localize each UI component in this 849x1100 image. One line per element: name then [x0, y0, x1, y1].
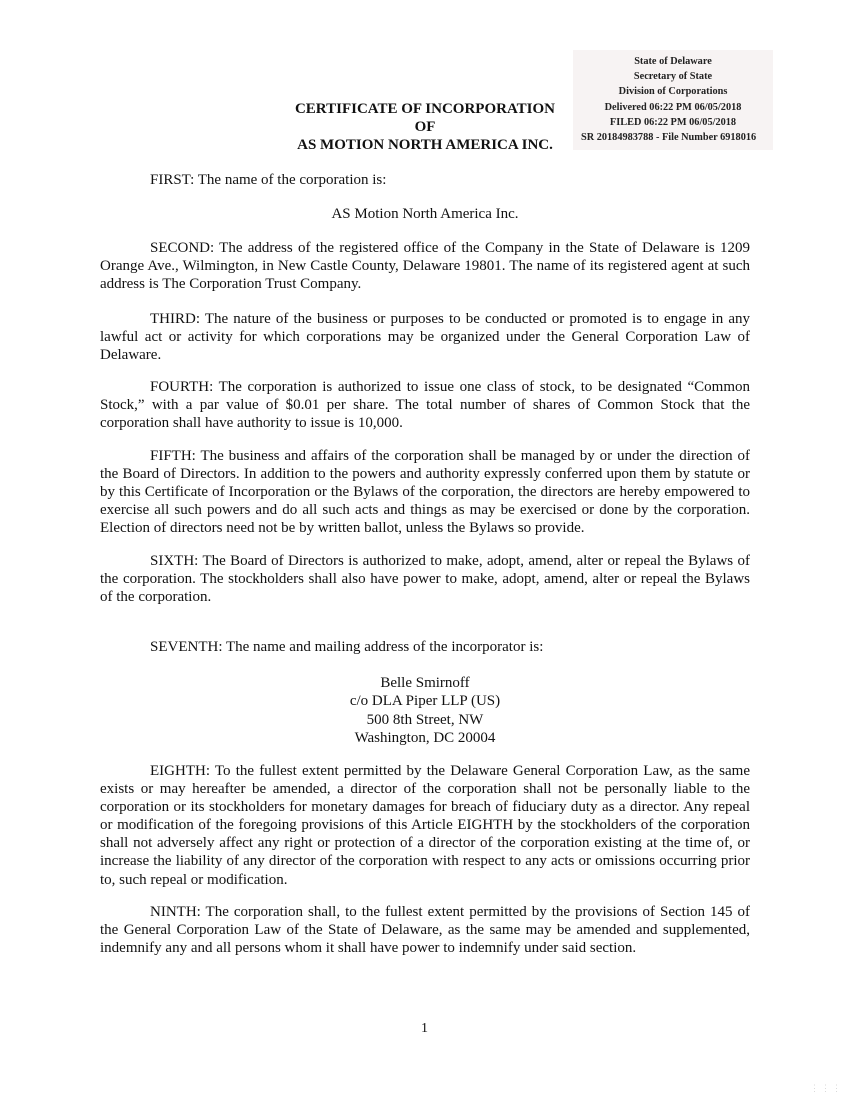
stamp-filed: FILED 06:22 PM 06/05/2018 [609, 116, 737, 128]
article-seventh-text: SEVENTH: The name and mailing address of the incorporator is: [150, 639, 544, 655]
document-title [260, 100, 590, 154]
article-sixth-text: SIXTH: The Board of Directors is authorized to make, adopt, amend, alter or repeal the Bylaws of the corporation. The stockholders shall also have power to make, adopt, amend, alter or repeal the Bylaws of the corporation. [100, 553, 750, 606]
filing-stamp [573, 50, 773, 150]
stamp-file-number: SR 20184983788 - File Number 6918016 [581, 132, 757, 144]
article-second-text: SECOND: The address of the registered office of the Company in the State of Delaware is 1209 Orange Ave., Wilmington, in New Castle County, Delaware 19801. The name of its registered agent at such address is The Corporation Trust Company. [100, 240, 750, 293]
article-second [100, 239, 750, 293]
scan-artifact: ⋮⋮⋮ [810, 1083, 843, 1093]
article-first [100, 171, 750, 189]
article-ninth [100, 903, 750, 957]
corporation-name: AS Motion North America Inc. [331, 206, 519, 222]
stamp-secretary: Secretary of State [633, 71, 713, 83]
incorporator-care-of: c/o DLA Piper LLP (US) [349, 693, 501, 710]
article-eighth-text: EIGHTH: To the fullest extent permitted by the Delaware General Corporation Law, as the same exists or may hereafter be amended, a director of the corporation shall not be personally liable to the corporation or its stockholders for monetary damages for breach of fiduciary duty as a director. Any repeal or modification of the foregoing provisions of this Article EIGHTH by the stockholders of the corporation shall not adversely affect any right or protection of a director of the corporation existing at the time of, or increase the liability of any director of the corporation with respect to any acts or omissions occurring prior to, such repeal or modification. [100, 763, 750, 888]
article-fourth-text: FOURTH: The corporation is authorized to issue one class of stock, to be designated “Common Stock,” with a par value of $0.01 per share. The total number of shares of Common Stock that the corporation shall have authority to issue is 10,000. [100, 379, 750, 432]
article-fifth [100, 447, 750, 537]
incorporator-address [100, 674, 750, 748]
stamp-division: Division of Corporations [618, 86, 728, 98]
article-sixth [100, 552, 750, 606]
title-line-2: OF [414, 119, 436, 135]
page-number: 1 [421, 1021, 428, 1036]
incorporator-city: Washington, DC 20004 [354, 730, 496, 747]
article-first-text: FIRST: The name of the corporation is: [150, 172, 387, 188]
incorporator-street: 500 8th Street, NW [366, 711, 484, 728]
article-ninth-text: NINTH: The corporation shall, to the fullest extent permitted by the provisions of Section 145 of the General Corporation Law of the State of Delaware, as the same may be amended and supplemented, indemnify any and all persons whom it shall have power to indemnify under said section. [100, 904, 750, 957]
article-third [100, 310, 750, 364]
stamp-delivered: Delivered 06:22 PM 06/05/2018 [604, 101, 742, 113]
stamp-state: State of Delaware [634, 56, 712, 67]
article-eighth [100, 762, 750, 889]
incorporator-name: Belle Smirnoff [380, 675, 470, 691]
article-fourth [100, 378, 750, 432]
article-fifth-text: FIFTH: The business and affairs of the corporation shall be managed by or under the direction of the Board of Directors. In addition to the powers and authority expressly conferred upon them by statute or by this Certificate of Incorporation or the Bylaws of the corporation, the directors are hereby empowered to exercise all such powers and do all such acts and things as may be exercised or done by the corporation. Election of directors need not be by written ballot, unless the Bylaws so provide. [100, 448, 750, 537]
title-line-3: AS MOTION NORTH AMERICA INC. [297, 137, 553, 153]
article-seventh [100, 638, 750, 656]
title-line-1: CERTIFICATE OF INCORPORATION [294, 101, 556, 117]
article-third-text: THIRD: The nature of the business or purposes to be conducted or promoted is to engage in any lawful act or activity for which corporations may be organized under the General Corporation Law of Delaware. [100, 311, 750, 364]
